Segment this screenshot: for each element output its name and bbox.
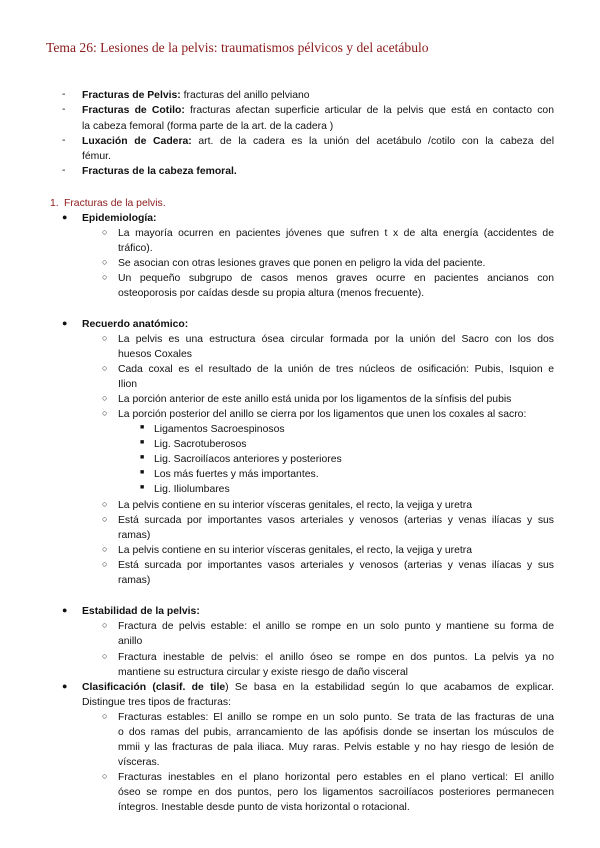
clasificacion-text: ) Se basa en la estabilidad según lo que acabamos de explicar.: [225, 682, 554, 693]
circle-bullet: ○: [102, 333, 108, 343]
page-title: Tema 26: Lesiones de la pelvis: traumatismos pélvicos y del acetábulo: [46, 40, 429, 55]
recuerdo-label: Recuerdo anatómico:: [82, 319, 189, 330]
circle-bullet: ○: [102, 393, 108, 403]
rec-item-2: Cada coxal es el resultado de la unión de tres núcleos de osificación: Pubis, Isquion e: [118, 364, 554, 375]
section-heading: Fracturas de la pelvis.: [64, 198, 166, 209]
est-item-1: Fractura de pelvis estable: el anillo se rompe en un solo punto y mantiene su forma de: [118, 621, 554, 632]
dot-bullet: ●: [62, 212, 68, 222]
square-bullet: ■: [140, 469, 145, 476]
epi-item-1-cont: tráfico).: [118, 243, 153, 254]
ligamento-item: Los más fuertes y más importantes.: [154, 469, 319, 480]
circle-bullet: ○: [102, 408, 108, 418]
epi-item-3: Un pequeño subgrupo de casos menos graves ocurre en pacientes ancianos con: [118, 273, 554, 284]
clas-item-1-cont: o dos ramas del pubis, arrancamiento de las apófisis donde se insertan los músculos de: [118, 727, 554, 738]
dash-bullet: -: [62, 165, 66, 176]
circle-bullet: ○: [102, 227, 108, 237]
ligamento-item: Ligamentos Sacroespinosos: [154, 424, 285, 435]
intro-term: Fracturas de la cabeza femoral.: [82, 166, 237, 177]
ligamento-item: Lig. Sacroilíacos anteriores y posteriores: [154, 454, 342, 465]
intro-item-1: [82, 89, 310, 103]
circle-bullet: ○: [102, 272, 108, 282]
rec-item-8-cont: ramas): [118, 575, 151, 586]
intro-text: fracturas afectan superficie articular de la pelvis que está en contacto con: [184, 105, 554, 116]
circle-bullet: ○: [102, 771, 108, 781]
ligamento-item: Lig. Sacrotuberosos: [154, 439, 247, 450]
rec-item-7: La pelvis contiene en su interior vísceras genitales, el recto, la vejiga y uretra: [118, 545, 473, 556]
epidemiologia-label: Epidemiología:: [82, 213, 157, 224]
clasificacion-line: [82, 681, 554, 695]
rec-item-4: La porción posterior del anillo se cierra por los ligamentos que unen los coxales al sacro:: [118, 409, 527, 420]
circle-bullet: ○: [102, 711, 108, 721]
dash-bullet: -: [62, 135, 66, 146]
ligamento-item: Lig. Iliolumbares: [154, 484, 230, 495]
intro-term: Luxación de Cadera:: [82, 136, 192, 147]
circle-bullet: ○: [102, 620, 108, 630]
dash-bullet: -: [62, 104, 66, 115]
square-bullet: ■: [140, 424, 145, 431]
clas-item-2-cont: óseo se rompe en dos puntos, pero los ligamentos sacroilíacos posteriores permanecen: [118, 787, 554, 798]
epi-item-2: Se asocian con otras lesiones graves que ponen en peligro la vida del paciente.: [118, 258, 486, 269]
rec-item-1-cont: huesos Coxales: [118, 349, 192, 360]
clasificacion-label: Clasificación (clasif. de tile: [82, 682, 226, 693]
circle-bullet: ○: [102, 544, 108, 554]
square-bullet: ■: [140, 439, 145, 446]
intro-item-3: [82, 135, 554, 149]
circle-bullet: ○: [102, 499, 108, 509]
circle-bullet: ○: [102, 363, 108, 373]
epi-item-1: La mayoría ocurren en pacientes jóvenes que sufren t x de alta energía (accidentes de: [118, 228, 554, 239]
clas-item-2: Fracturas inestables en el plano horizontal pero estables en el plano vertical: El anillo: [118, 772, 554, 783]
circle-bullet: ○: [102, 559, 108, 569]
dot-bullet: ●: [62, 681, 68, 691]
dot-bullet: ●: [62, 605, 68, 615]
dot-bullet: ●: [62, 318, 68, 328]
clasificacion-cont: Distingue tres tipos de fracturas:: [82, 697, 232, 708]
circle-bullet: ○: [102, 514, 108, 524]
rec-item-6: Está surcada por importantes vasos arteriales y venosos (arterias y venas ilíacas y sus: [118, 515, 554, 526]
clas-item-1-cont: vísceras.: [118, 757, 160, 768]
rec-item-1: La pelvis es una estructura ósea circular formada por la unión del Sacro con los dos: [118, 334, 554, 345]
clas-item-1-cont: mmii y las fracturas de pala iliaca. Muy raras. Pelvis estable y no hay riesgo de lesión de: [118, 742, 554, 753]
intro-item-2-cont: la cabeza femoral (forma parte de la art. de la cadera ): [82, 121, 334, 132]
rec-item-3: La porción anterior de este anillo está unida por los ligamentos de la sínfisis del pubis: [118, 394, 512, 405]
estabilidad-label: Estabilidad de la pelvis:: [82, 606, 200, 617]
est-item-1-cont: anillo: [118, 636, 143, 647]
circle-bullet: ○: [102, 651, 108, 661]
rec-item-5: La pelvis contiene en su interior vísceras genitales, el recto, la vejiga y uretra: [118, 500, 473, 511]
est-item-2-cont: mantiene su estructura circular y existe riesgo de daño visceral: [118, 667, 408, 678]
intro-item-4: [82, 165, 237, 179]
intro-text: art. de la cadera es la unión del acetábulo /cotilo con la cabeza del: [191, 136, 554, 147]
circle-bullet: ○: [102, 257, 108, 267]
square-bullet: ■: [140, 484, 145, 491]
square-bullet: ■: [140, 454, 145, 461]
rec-item-8: Está surcada por importantes vasos arteriales y venosos (arterias y venas ilíacas y sus: [118, 560, 554, 571]
intro-item-3-cont: fémur.: [82, 151, 111, 162]
intro-text: fracturas del anillo pelviano: [180, 90, 310, 101]
epi-item-3-cont: osteoporosis por caídas desde su propia altura (menos frecuente).: [118, 288, 425, 299]
clas-item-1: Fracturas estables: El anillo se rompe en un solo punto. Se trata de las fracturas de una: [118, 712, 554, 723]
clas-item-2-cont: íntegros. Inestable desde punto de vista horizontal o rotacional.: [118, 802, 410, 813]
intro-term: Fracturas de Pelvis:: [82, 90, 181, 101]
rec-item-6-cont: ramas): [118, 530, 151, 541]
rec-item-2-cont: Ilion: [118, 379, 138, 390]
intro-item-2: [82, 104, 554, 118]
section-number: 1.: [50, 198, 59, 209]
intro-term: Fracturas de Cotilo:: [82, 105, 185, 116]
dash-bullet: -: [62, 89, 66, 100]
est-item-2: Fractura inestable de pelvis: el anillo óseo se rompe en dos puntos. La pelvis ya no: [118, 652, 554, 663]
